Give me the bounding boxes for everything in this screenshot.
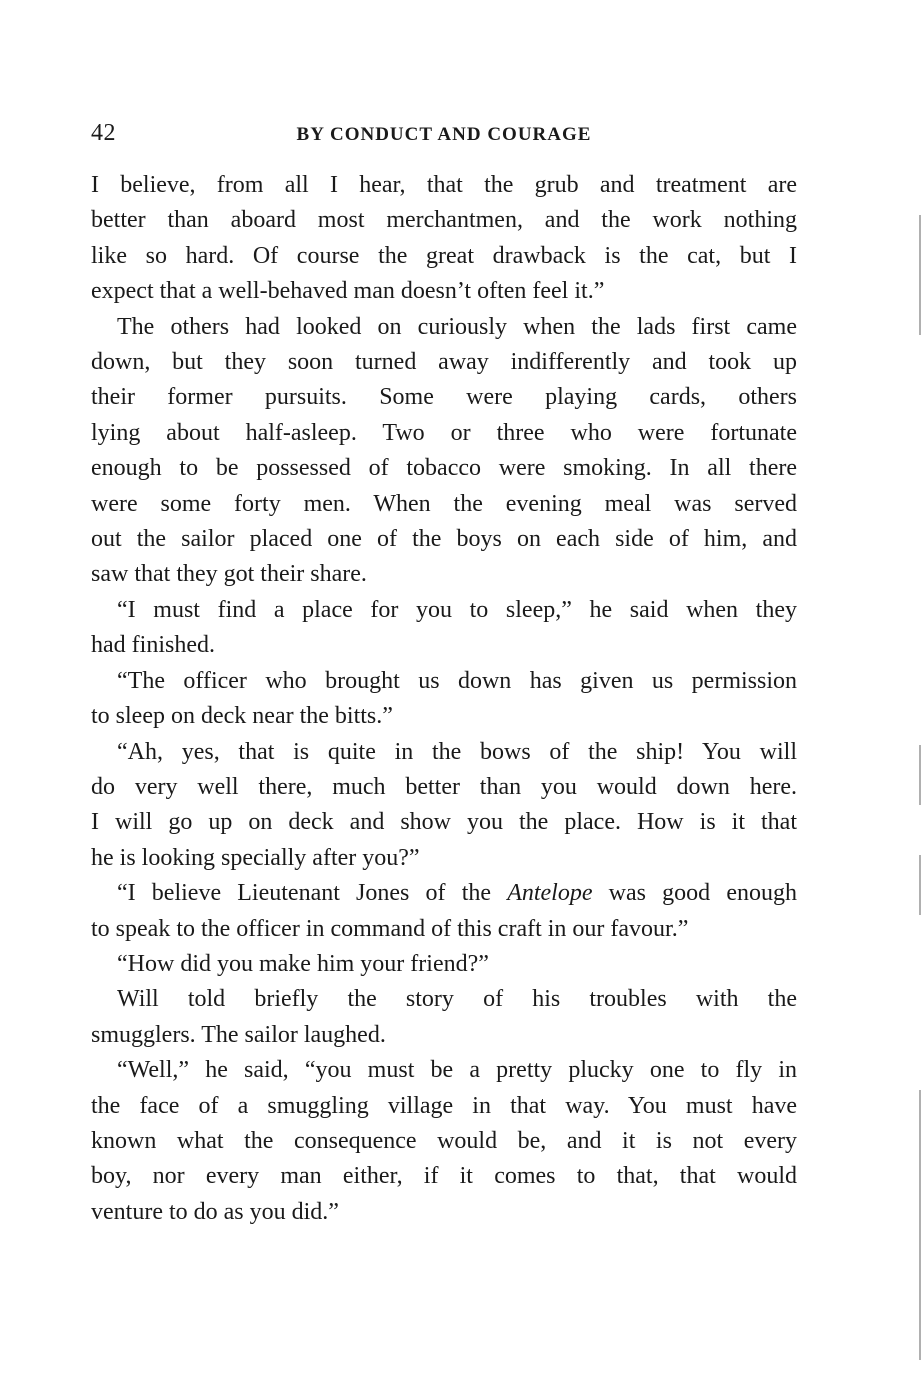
text-span: “I believe Lieutenant Jones of the [117,880,508,907]
text-line: venture to do as you did.” [91,1198,339,1225]
text-line: to sleep on deck near the bitts.” [91,703,393,730]
text-line: saw that they got their share. [91,561,367,588]
text-line: Will told briefly the story of his troubles with the [117,986,797,1013]
text-line: do very well there, much better than you would down here. [91,773,797,800]
page-header [91,120,797,150]
text-line: better than aboard most merchantmen, and the work nothing [91,207,797,234]
text-line: the face of a smuggling village in that way. You must have [91,1092,797,1119]
scan-edge-mark [919,855,921,915]
scan-edge-mark [919,215,921,335]
text-line: like so hard. Of course the great drawback is the cat, but I [91,242,797,269]
body-text [91,168,797,1230]
text-line: he is looking specially after you?” [91,844,420,871]
text-line: boy, nor every man either, if it comes to that, that would [91,1163,797,1190]
text-line: down, but they soon turned away indifferently and took up [91,349,797,376]
text-line: were some forty men. When the evening meal was served [91,490,797,517]
scan-edge-mark [919,745,921,805]
text-line: I will go up on deck and show you the place. How is it that [91,809,797,836]
text-line: expect that a well-behaved man doesn’t often feel it.” [91,278,605,305]
page-number: 42 [91,120,116,146]
text-line [91,876,797,911]
text-line: “I must find a place for you to sleep,” he said when they [117,596,797,623]
text-span: was good enough [592,880,797,907]
text-line: “How did you make him your friend?” [117,950,489,977]
text-line: enough to be possessed of tobacco were smoking. In all there [91,455,797,482]
text-line: out the sailor placed one of the boys on each side of him, and [91,526,797,553]
text-line: their former pursuits. Some were playing cards, others [91,384,797,411]
running-head: BY CONDUCT AND COURAGE [296,124,592,145]
text-line: to speak to the officer in command of this craft in our favour.” [91,915,689,942]
text-line: “The officer who brought us down has given us permission [117,667,797,694]
text-line: known what the consequence would be, and it is not every [91,1127,797,1154]
text-line: The others had looked on curiously when the lads first came [117,313,797,340]
text-line: “Well,” he said, “you must be a pretty plucky one to fly in [117,1057,797,1084]
text-line: “Ah, yes, that is quite in the bows of the ship! You will [117,738,797,765]
scan-edge-mark [919,1090,921,1360]
text-line: lying about half-asleep. Two or three who were fortunate [91,419,797,446]
text-line: smugglers. The sailor laughed. [91,1021,386,1048]
text-line: had finished. [91,632,215,659]
ship-name: Antelope [507,880,593,907]
text-line: I believe, from all I hear, that the grub and treatment are [91,172,797,198]
